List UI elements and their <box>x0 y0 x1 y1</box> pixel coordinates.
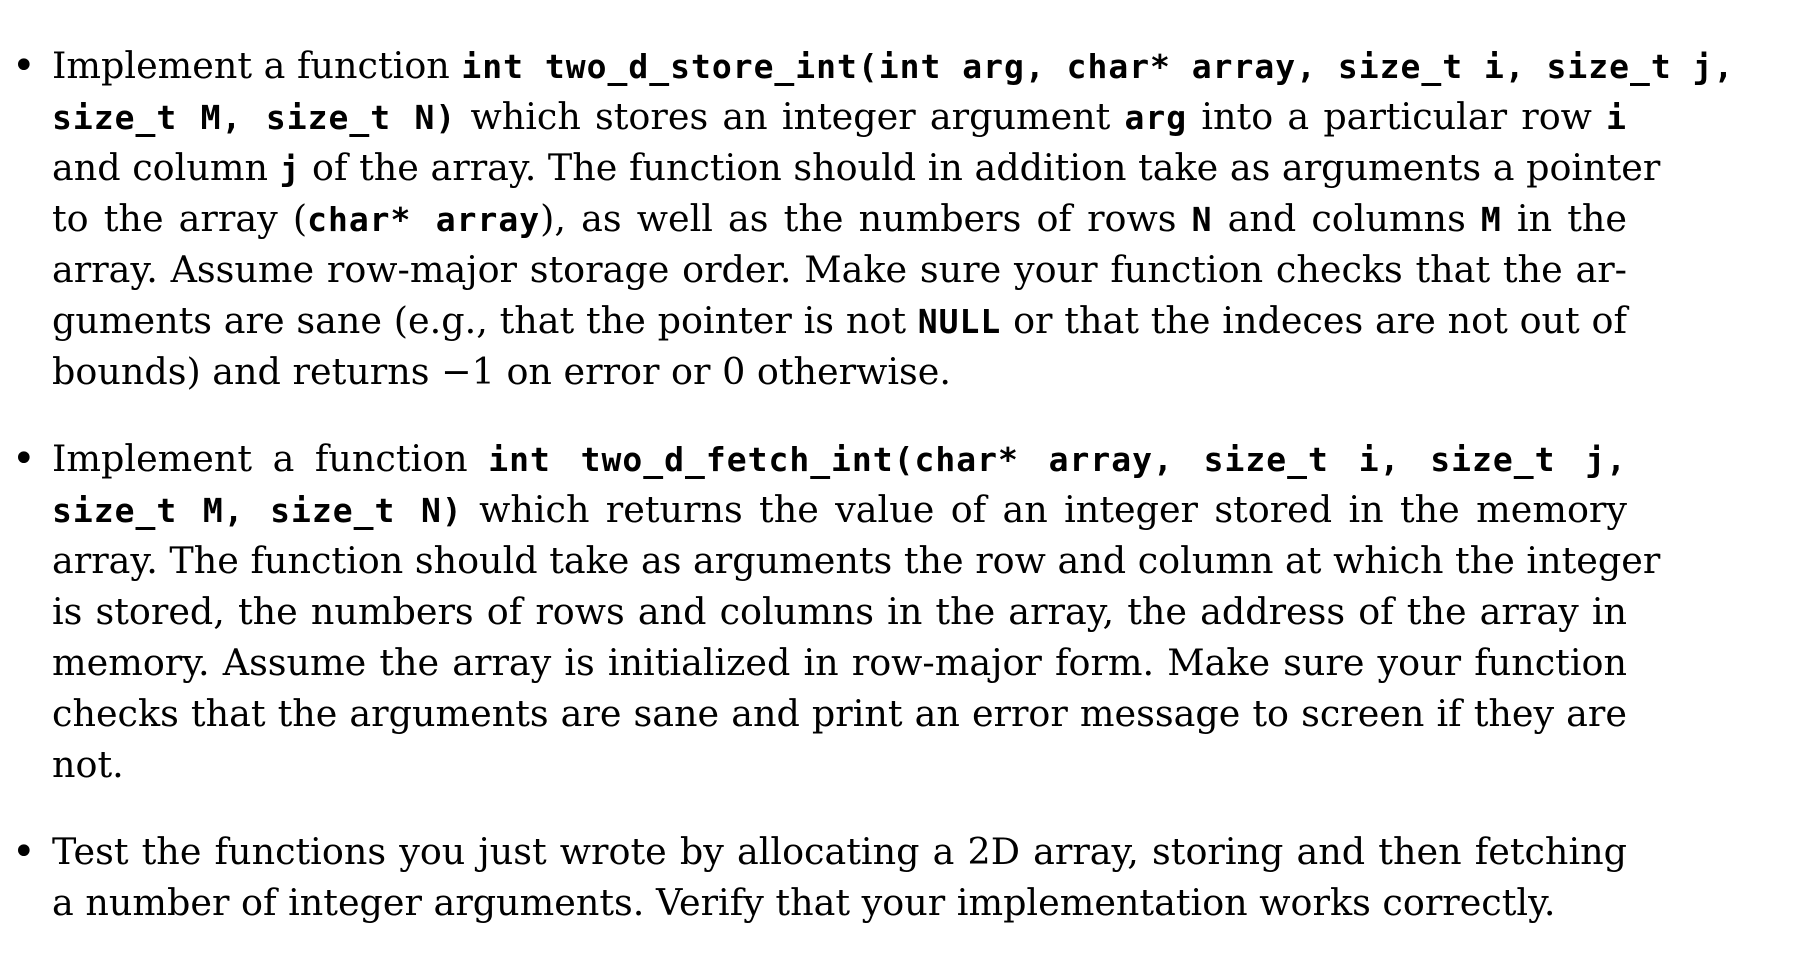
code-span: j <box>279 149 301 188</box>
text-line <box>52 91 1627 143</box>
code-span: char* array <box>307 200 541 239</box>
text-line <box>52 877 1555 929</box>
text-span: which returns the value of an integer stored in the memory <box>462 488 1627 531</box>
text-span: array. Assume row-major storage order. Make sure your function checks that the ar- <box>52 248 1627 291</box>
text-span: is stored, the numbers of rows and columns in the array, the address of the array in <box>52 590 1627 633</box>
code-span: i <box>1606 98 1627 137</box>
text-span: bounds) and returns −1 on error or 0 otherwise. <box>52 350 951 393</box>
text-span: and columns <box>1212 197 1481 240</box>
code-span: NULL <box>917 302 1002 341</box>
text-line <box>52 433 1627 485</box>
code-span: M <box>1480 200 1502 239</box>
text-span: of the array. The function should in addition take as arguments a pointer <box>300 146 1661 189</box>
text-span: memory. Assume the array is initialized in row-major form. Make sure your function <box>52 641 1627 684</box>
bullet-icon: • <box>12 436 36 482</box>
code-span: N <box>1191 200 1213 239</box>
code-span: size_t M, size_t N) <box>52 491 463 530</box>
code-span: int two_d_fetch_int(char* array, size_t i, size_t j, <box>488 440 1627 479</box>
code-span: size_t M, size_t N) <box>52 98 457 137</box>
text-line <box>52 535 1661 587</box>
code-span: int two_d_store_int(int arg, char* array, size_t i, size_t j, <box>461 47 1735 86</box>
text-line <box>52 40 1735 92</box>
bullet-icon: • <box>12 829 36 875</box>
text-span: Implement a function <box>52 44 462 87</box>
text-line <box>52 346 951 398</box>
text-span: ), as well as the numbers of rows <box>540 197 1192 240</box>
text-span: not. <box>52 743 124 786</box>
text-line <box>52 193 1627 245</box>
text-span: guments are sane (e.g., that the pointer is not <box>52 299 918 342</box>
text-line <box>52 688 1627 740</box>
text-line <box>52 484 1627 536</box>
code-span: arg <box>1124 98 1188 137</box>
text-span: or that the indeces are not out of <box>1001 299 1627 342</box>
text-span: Implement a function <box>52 437 489 480</box>
bullet-icon: • <box>12 43 36 89</box>
text-span: and column <box>52 146 280 189</box>
text-span: into a particular row <box>1187 95 1607 138</box>
text-line <box>52 142 1661 194</box>
text-line <box>52 295 1627 347</box>
text-line <box>52 586 1627 638</box>
text-line <box>52 637 1627 689</box>
text-line <box>52 826 1627 878</box>
text-span: array. The function should take as arguments the row and column at which the integer <box>52 539 1661 582</box>
text-span: to the array ( <box>52 197 308 240</box>
text-span: checks that the arguments are sane and print an error message to screen if they are <box>52 692 1627 735</box>
text-line <box>52 739 124 791</box>
text-span: which stores an integer argument <box>456 95 1125 138</box>
text-span: in the <box>1501 197 1628 240</box>
text-span: Test the functions you just wrote by allocating a 2D array, storing and then fetching <box>52 830 1627 873</box>
text-line <box>52 244 1627 296</box>
text-span: a number of integer arguments. Verify that your implementation works correctly. <box>52 881 1556 924</box>
